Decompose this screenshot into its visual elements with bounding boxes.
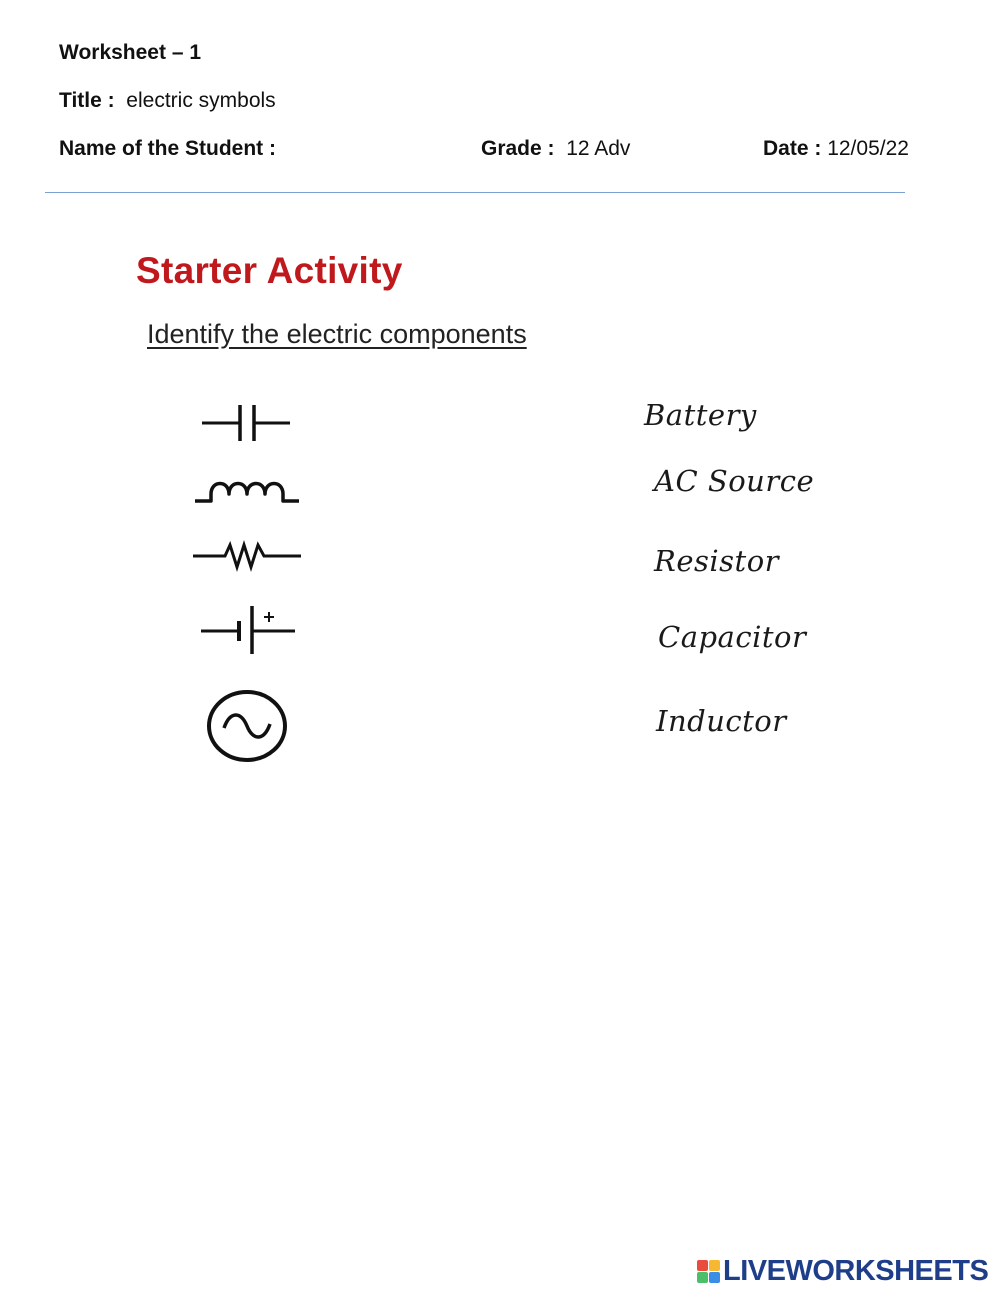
battery-symbol-icon — [199, 604, 297, 656]
student-name-label: Name of the Student : — [59, 137, 277, 160]
component-label-resistor: Resistor — [654, 544, 780, 578]
activity-heading: Starter Activity — [136, 250, 403, 291]
capacitor-symbol-icon — [200, 403, 292, 443]
resistor-symbol-icon — [191, 539, 303, 573]
component-label-inductor: Inductor — [656, 704, 787, 738]
component-label-ac-source: AC Source — [654, 464, 815, 498]
title-row — [59, 88, 276, 114]
header-divider — [45, 192, 905, 193]
date-row — [763, 136, 909, 162]
grade-label: Grade : — [481, 137, 555, 160]
grade-row — [481, 136, 630, 162]
title-value: electric symbols — [126, 89, 276, 112]
liveworksheets-logo-text: LIVEWORKSHEETS — [723, 1254, 989, 1287]
component-label-battery: Battery — [644, 398, 757, 432]
liveworksheets-logo — [697, 1255, 988, 1287]
worksheet-number: Worksheet – 1 — [59, 41, 202, 64]
title-label: Title : — [59, 89, 115, 112]
ac-source-symbol-icon — [205, 689, 289, 763]
component-label-capacitor: Capacitor — [658, 620, 807, 654]
inductor-symbol-icon — [193, 474, 301, 506]
activity-instruction: Identify the electric components — [147, 319, 527, 349]
student-name-row — [59, 136, 276, 162]
date-label: Date : — [763, 137, 822, 160]
grade-value: 12 Adv — [566, 137, 631, 160]
liveworksheets-logo-icon — [697, 1260, 720, 1283]
date-value: 12/05/22 — [827, 137, 909, 160]
